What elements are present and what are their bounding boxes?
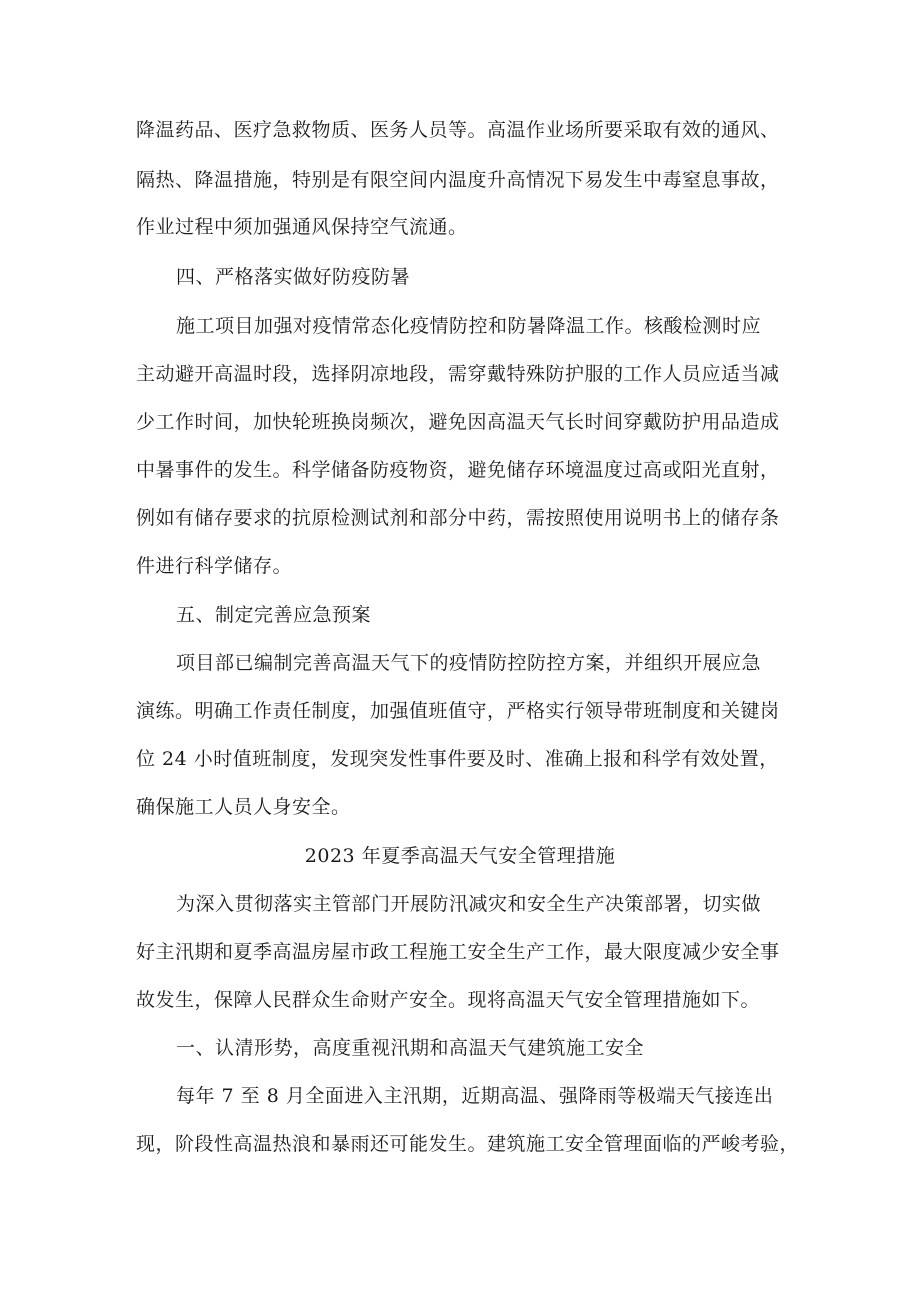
body-text-line: 项目部已编制完善高温天气下的疫情防控防控方案，并组织开展应急 — [176, 652, 762, 674]
body-text-line: 演练。明确工作责任制度，加强值班值守，严格实行领导带班制度和关键岗 — [136, 700, 780, 722]
body-text-line: 确保施工人员人身安全。 — [136, 796, 351, 818]
document-title: 2023 年夏季高温天气安全管理措施 — [304, 845, 616, 867]
section-heading: 一、认清形势，高度重视汛期和高温天气建筑施工安全 — [176, 1037, 645, 1059]
body-text-line: 施工项目加强对疫情常态化疫情防控和防暑降温工作。核酸检测时应 — [176, 315, 762, 337]
body-text-line: 隔热、降温措施，特别是有限空间内温度升高情况下易发生中毒窒息事故， — [136, 169, 780, 191]
body-text-line: 每年 7 至 8 月全面进入主汛期，近期高温、强降雨等极端天气接连出 — [176, 1085, 774, 1107]
body-text-line: 位 24 小时值班制度，发现突发性事件要及时、准确上报和科学有效处置， — [136, 748, 779, 770]
body-text-line: 少工作时间，加快轮班换岗频次，避免因高温天气长时间穿戴防护用品造成 — [136, 411, 780, 433]
section-heading: 五、制定完善应急预案 — [176, 604, 372, 626]
body-text-line: 作业过程中须加强通风保持空气流通。 — [136, 216, 468, 238]
body-text-line: 例如有储存要求的抗原检测试剂和部分中药，需按照使用说明书上的储存条 — [136, 507, 780, 529]
body-text-line: 现，阶段性高温热浪和暴雨还可能发生。建筑施工安全管理面临的严峻考验， — [136, 1133, 800, 1155]
section-heading: 四、严格落实做好防疫防暑 — [176, 266, 411, 288]
body-text-line: 件进行科学储存。 — [136, 555, 293, 577]
body-text-line: 中暑事件的发生。科学储备防疫物资，避免储存环境温度过高或阳光直射， — [136, 459, 780, 481]
body-text-line: 好主汛期和夏季高温房屋市政工程施工安全生产工作，最大限度减少安全事 — [136, 941, 780, 963]
body-text-line: 主动避开高温时段，选择阴凉地段，需穿戴特殊防护服的工作人员应适当减 — [136, 363, 780, 385]
body-text-line: 为深入贯彻落实主管部门开展防汛减灾和安全生产决策部署，切实做 — [176, 893, 762, 915]
body-text-line: 故发生，保障人民群众生命财产安全。现将高温天气安全管理措施如下。 — [136, 989, 761, 1011]
body-text-line: 降温药品、医疗急救物质、医务人员等。高温作业场所要采取有效的通风、 — [136, 119, 780, 141]
